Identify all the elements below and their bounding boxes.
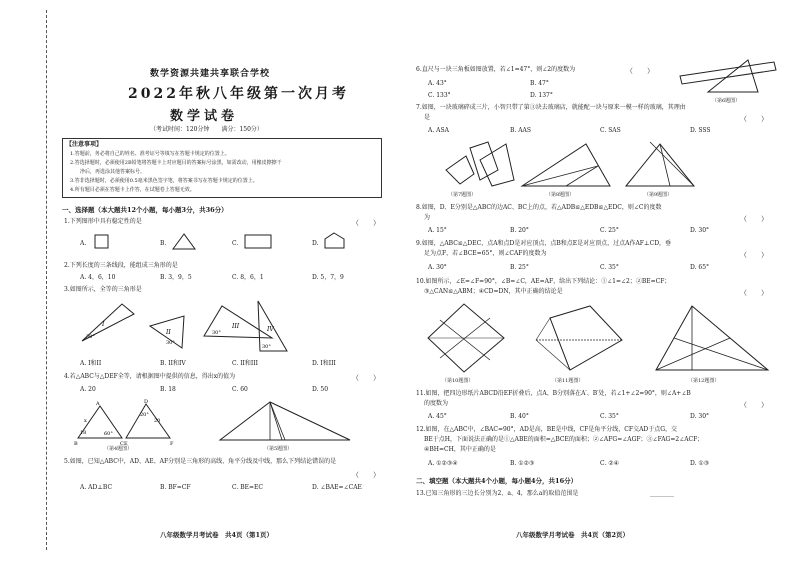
exam-info: （考试时间：120分钟 满分：150分） — [150, 126, 263, 133]
q12-option-b: B. ①②③ — [510, 460, 535, 467]
q5-stem: 5.如图，已知△ABC中，AD、AE、AF分别是三角形的高线、角平分线及中线，那么下列结论错误的是 — [64, 458, 337, 465]
fig-label: A — [96, 401, 100, 407]
q4-option-d: D. 50 — [312, 386, 329, 393]
q1-option-d: D. — [312, 240, 319, 247]
q3-option-b: B. II和IV — [160, 360, 186, 367]
q12-option-c: C. ②④ — [600, 460, 619, 467]
fig-label: B — [74, 441, 78, 447]
binding-line — [46, 10, 47, 550]
q11-option-c: C. 35° — [600, 413, 619, 420]
q12-option-a: A. ①②③④ — [428, 460, 458, 467]
fig-label: F — [170, 441, 174, 447]
q6-stem: 6.直尺与一块三角板如图放置，若∠1=47°，则∠2的度数为 — [416, 66, 576, 73]
q11-option-a: A. 45° — [428, 413, 447, 420]
section1-heading: 一、选择题（本大题共12个小题，每小题3分，共36分） — [62, 206, 228, 214]
q12-caption: （第12题图） — [688, 378, 720, 384]
q9-option-b: B. 25° — [510, 264, 529, 271]
q10-paren: （ ） — [740, 289, 768, 297]
q5-option-a: A. AD⊥BC — [80, 484, 113, 491]
fig-label: 18 — [80, 430, 87, 436]
exam-title: 2022年秋八年级第一次月考 — [128, 86, 349, 102]
q1-option-b: B. — [160, 240, 167, 247]
q7-paren: （ ） — [740, 115, 768, 123]
triangle-shape-icon — [172, 233, 198, 251]
q13-stem: 13.已知三角形的三边长分别为2、a、4，那么a的取值范围是 — [416, 490, 579, 497]
left-footer: 八年级数学月考试卷 共4页（第1页） — [160, 531, 274, 539]
notice-item: 3.答非选择题时，必须使用0.5毫米黑色签字笔，将答案书写在答题卡规定的位置上。 — [70, 178, 258, 184]
square-shape-icon — [94, 234, 110, 250]
q2-option-a: A. 4，6，10 — [80, 274, 116, 281]
fig-label: E — [124, 441, 128, 447]
fig-label: I — [102, 321, 105, 328]
fig-label: 20 — [154, 418, 161, 424]
fig-label: 20° — [140, 412, 149, 418]
q6-caption: （第6题图） — [712, 98, 741, 104]
q5-option-b: B. BF=CF — [160, 484, 191, 491]
q7-option-c: C. SAS — [600, 127, 621, 134]
q1-paren: （ ） — [352, 219, 380, 227]
q12-stem: 12.如图，在△ABC中，∠BAC=90°，AD是高，BE是中线，CF是角平分线，CF交AD于点G，交 — [416, 426, 678, 433]
q7-option-b: B. AAS — [510, 127, 531, 134]
q6-option-a: A. 43° — [428, 80, 447, 87]
q10-stem-cont: ③△CAN≌△ABM；④CD=DN，其中正确的结论是 — [424, 288, 563, 295]
fig-label: II — [166, 329, 171, 336]
right-page — [400, 0, 794, 562]
q1-stem: 1.下列图形中具有稳定性的是 — [64, 218, 142, 225]
q3-triangles-figure — [72, 296, 362, 356]
q11-caption: （第11题图） — [552, 378, 584, 384]
q9-stem-cont: 足为点F，若∠BCE=65°，则∠CAF的度数为 — [424, 250, 547, 257]
q6-figure — [678, 58, 778, 98]
q1-option-c: C. — [232, 240, 239, 247]
right-footer: 八年级数学月考试卷 共4页（第2页） — [516, 531, 630, 539]
q4-caption: （第4题图） — [104, 446, 133, 452]
notice-item: 4.所有题目必须在答题卡上作答，在试题卷上答题无效。 — [70, 187, 195, 193]
fig-label: C — [120, 441, 124, 447]
q4-option-c: C. 60 — [232, 386, 248, 393]
q9-option-d: D. 65° — [690, 264, 710, 271]
q11-stem: 11.如图，把四边形纸片ABCD沿EF折叠后，点A、B分别落在A′、B′处，若∠1+∠2=90°，则∠A+∠B — [416, 390, 691, 397]
section2-heading: 二、填空题（本大题共4个小题，每小题4分，共16分） — [416, 477, 578, 485]
q10-stem: 10.如图所示，∠E=∠F=90°，∠B=∠C，AE=AF，给出下列结论：①∠1=∠2；②BE=CF； — [416, 278, 671, 285]
q8-option-d: D. 30° — [690, 227, 710, 234]
q8-paren: （ ） — [740, 215, 768, 223]
q6-paren: （ ） — [626, 67, 654, 75]
q7-stem: 7.如图，一块玻璃碎成三片，小智只带了第③块去玻璃店，就能配一块与原来一模一样的玻璃，其理由 — [416, 104, 686, 111]
notice-heading: 【注意事项】 — [66, 141, 103, 148]
q8-caption: （第8题图） — [546, 192, 575, 198]
q1-option-a: A. — [80, 240, 87, 247]
fig-label: IV — [267, 326, 274, 333]
q13-blank[interactable]: ________ — [650, 490, 674, 497]
q8-option-b: B. 20° — [510, 227, 529, 234]
notice-item: 净后，再选涂其他答案标号。 — [80, 169, 146, 175]
q4-option-b: B. 18 — [160, 386, 176, 393]
q8-figure — [516, 140, 616, 192]
notice-item: 2.答选择题时，必须使用2B铅笔将答题卡上对应题目的答案标号涂黑，如需改动，用橡皮擦擦干 — [70, 160, 282, 166]
exam-subtitle: 数学试卷 — [170, 109, 239, 124]
q5-option-c: C. BE=EC — [232, 484, 263, 491]
fig-label: 30° — [262, 344, 271, 350]
fig-label: x — [84, 418, 87, 424]
q9-option-a: A. 30° — [428, 264, 447, 271]
q8-stem: 8.如图，D、E分别是△ABC的边AC、BC上的点，若△ADB≌△EDB≌△EDC，则∠C的度数 — [416, 204, 662, 211]
q5-paren: （ ） — [352, 471, 380, 479]
q11-paren: （ ） — [740, 401, 768, 409]
q9-paren: （ ） — [740, 251, 768, 259]
q5-caption: （第5题图） — [264, 446, 293, 452]
q10-figure — [420, 300, 510, 376]
q3-option-c: C. II和III — [232, 360, 259, 367]
q2-stem: 2.下列长度的三条线段，能组成三角形的是 — [64, 262, 178, 269]
q6-option-c: C. 133° — [428, 92, 451, 99]
fig-label: 60° — [104, 431, 113, 437]
q11-option-b: B. 40° — [510, 413, 529, 420]
q12-stem-cont: ④BH=CH，其中正确的是 — [424, 446, 496, 453]
q7-option-a: A. ASA — [428, 127, 449, 134]
rectangle-shape-icon — [244, 234, 274, 250]
q8-option-c: C. 25° — [600, 227, 619, 234]
fig-label: 30° — [212, 330, 221, 336]
q3-option-d: D. I和III — [312, 360, 336, 367]
fig-label: D — [144, 399, 149, 405]
fig-label: 30° — [86, 334, 95, 340]
q12-stem-cont: BE于点H，下面说法正确的是①△ABE的面积=△BCE的面积；②∠AFG=∠AGF；③∠FAG=2∠ACF； — [424, 436, 704, 443]
q6-option-b: B. 47° — [530, 80, 549, 87]
q10-caption: （第10题图） — [442, 378, 474, 384]
q3-stem: 3.如图所示，全等的三角形是 — [64, 286, 142, 293]
q4-option-a: A. 20 — [80, 386, 96, 393]
q7-stem-cont: 是 — [424, 114, 431, 121]
q12-figure — [652, 300, 772, 376]
fig-label: III — [232, 323, 240, 330]
q8-option-a: A. 15° — [428, 227, 447, 234]
q9-caption: （第9题图） — [644, 192, 673, 198]
q4-figure — [74, 398, 184, 448]
q2-option-b: B. 3，9，5 — [160, 274, 192, 281]
q8-stem-cont: 为 — [424, 214, 431, 221]
q7-caption: （第7题图） — [448, 192, 477, 198]
q5-figure — [210, 398, 360, 448]
q7-option-d: D. SSS — [690, 127, 711, 134]
q6-option-d: D. 137° — [530, 92, 553, 99]
q3-option-a: A. I和II — [80, 360, 102, 367]
q12-option-d: D. ①③ — [690, 460, 710, 467]
q11-option-d: D. 30° — [690, 413, 710, 420]
q2-option-c: C. 8，6，1 — [232, 274, 264, 281]
q9-figure — [620, 138, 700, 192]
school-name: 数学资源共建共享联合学校 — [150, 69, 271, 79]
q5-option-d: D. ∠BAE=∠CAE — [312, 484, 362, 491]
q9-stem: 9.如图，△ABC≌△DEC，点A和点D是对应顶点，点B和点E是对应顶点，过点A作AF⊥CD，垂 — [416, 240, 672, 247]
q4-paren: （ ） — [352, 374, 380, 382]
fig-label: 30° — [166, 340, 175, 346]
q11-figure — [530, 300, 630, 376]
q4-stem: 4.若△ABC与△DEF全等，请根据图中提供的信息，得出x的值为 — [64, 373, 236, 380]
notice-item: 1.答题前，务必将自己的姓名、准考证号等填写在答题卡规定的位置上。 — [70, 151, 230, 157]
q7-glass-figure — [440, 140, 520, 192]
q2-option-d: D. 5，7，9 — [312, 274, 344, 281]
pentagon-shape-icon — [324, 232, 346, 250]
q11-stem-cont: 的度数为 — [424, 400, 449, 407]
q9-option-c: C. 35° — [600, 264, 619, 271]
